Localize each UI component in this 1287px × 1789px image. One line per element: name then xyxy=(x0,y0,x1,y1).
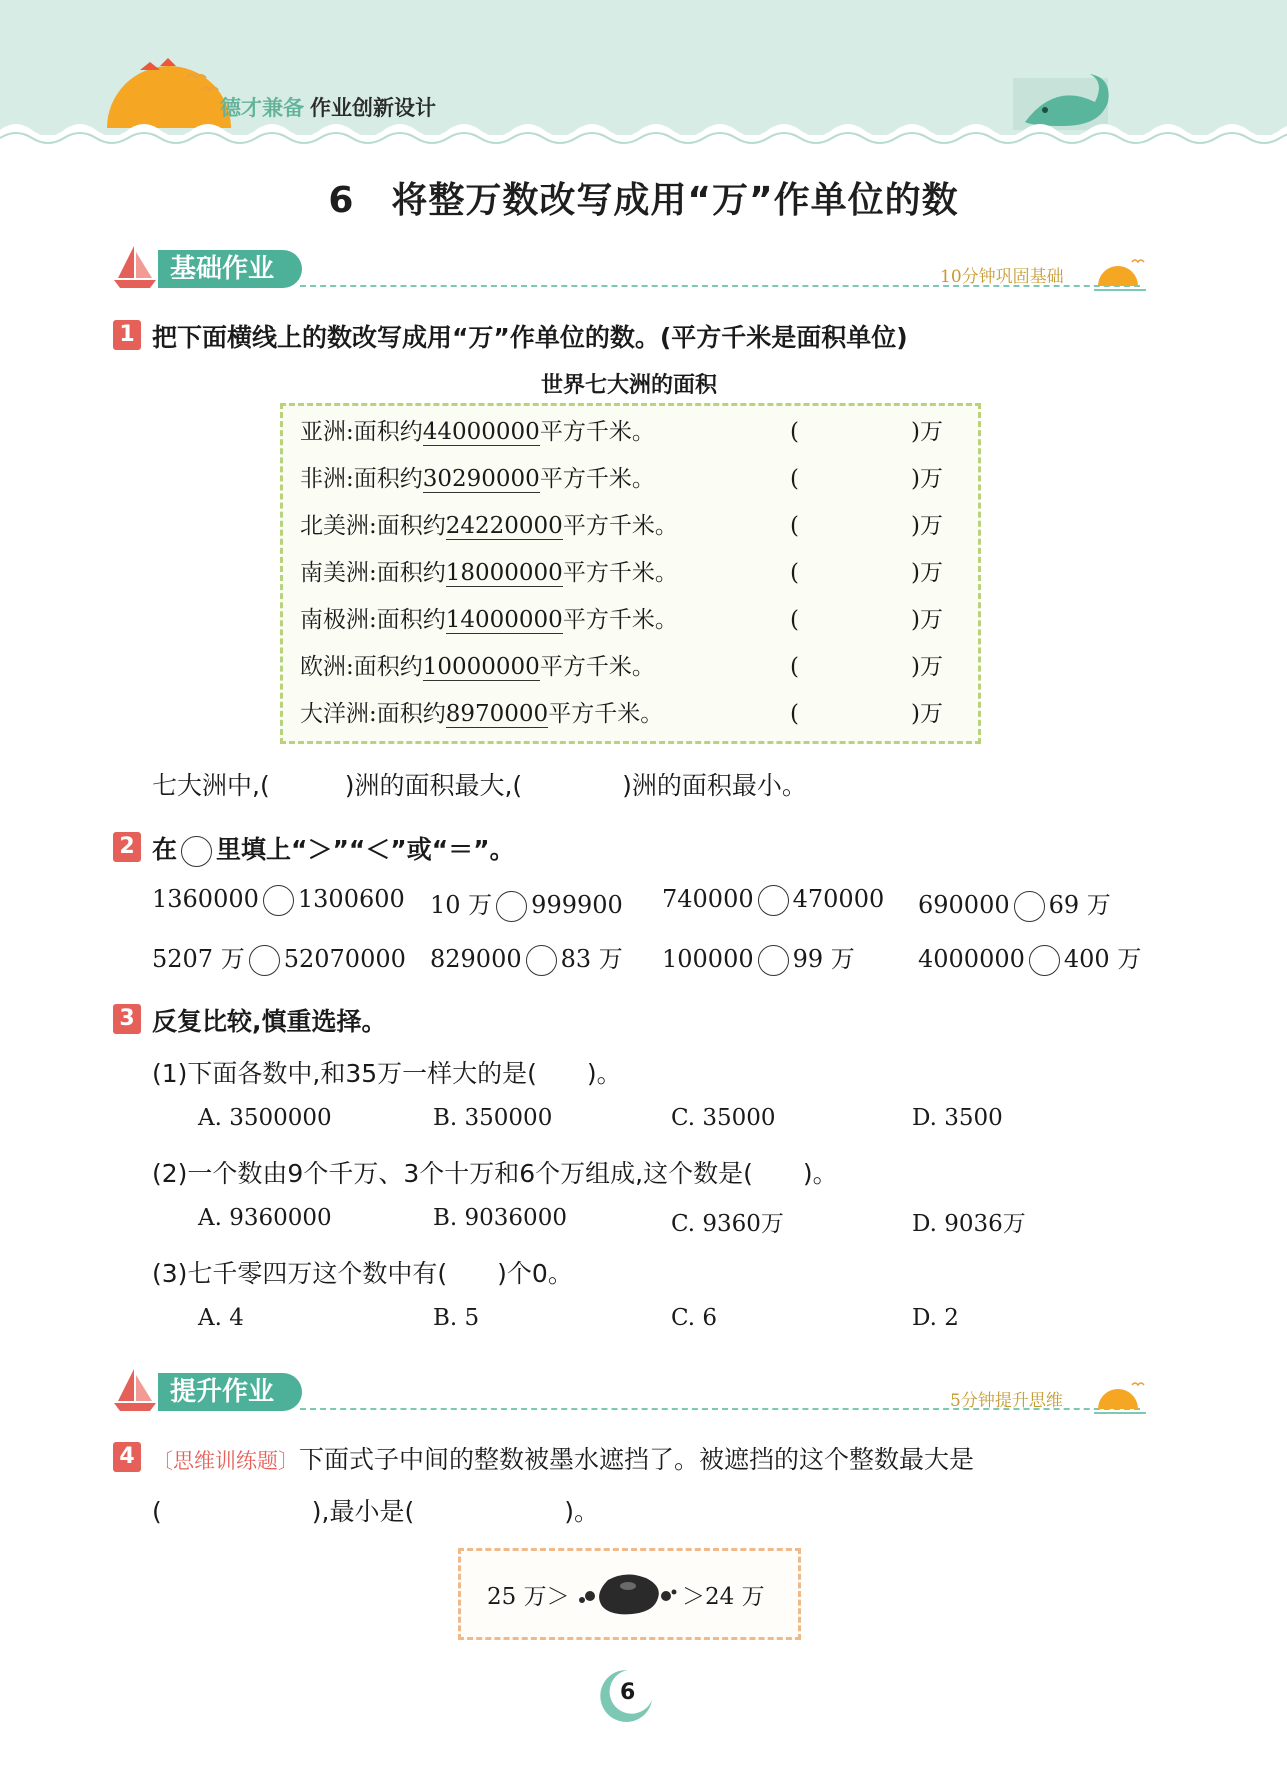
table-row xyxy=(300,554,678,587)
sun-icon xyxy=(107,58,231,128)
compare-item: 5207 万 52070000 xyxy=(152,939,406,976)
continent-name: 非洲 xyxy=(300,466,346,492)
compare-item: 4000000 400 万 xyxy=(918,939,1141,976)
compare-blank[interactable] xyxy=(263,885,294,916)
row-label: :面积约 xyxy=(369,513,446,539)
option-b[interactable]: B. 350000 xyxy=(433,1105,553,1131)
question-1-text: 把下面横线上的数改写成用“万”作单位的数。(平方千米是面积单位) xyxy=(152,323,908,352)
ink-blot-icon xyxy=(578,1568,678,1616)
page-title: 6 将整万数改写成用“万”作单位的数 xyxy=(328,180,959,221)
answer-blank[interactable]: ( )万 xyxy=(790,560,943,586)
brand-accent: 德才兼备 xyxy=(220,96,304,120)
continent-name: 北美洲 xyxy=(300,513,369,539)
row-label: :面积约 xyxy=(346,654,423,680)
section-label-advanced: 提升作业 xyxy=(158,1373,302,1411)
option-b[interactable]: B. 9036000 xyxy=(433,1205,567,1231)
option-a[interactable]: A. 3500000 xyxy=(198,1105,332,1131)
compare-item: 690000 69 万 xyxy=(918,885,1111,922)
section-label-basic: 基础作业 xyxy=(158,250,302,288)
compare-blank[interactable] xyxy=(526,945,557,976)
question-number: 2 xyxy=(113,832,141,862)
row-label: :面积约 xyxy=(369,560,446,586)
table-row xyxy=(300,648,655,681)
table-row xyxy=(300,507,678,540)
answer-blank[interactable]: ( )万 xyxy=(790,701,943,727)
sun-icon xyxy=(1092,1379,1148,1419)
row-label: :面积约 xyxy=(369,701,446,727)
option-c[interactable]: C. 9360万 xyxy=(671,1211,784,1237)
row-unit: 平方千米。 xyxy=(539,466,655,492)
answer-blank[interactable]: ( )万 xyxy=(790,466,943,492)
compare-item: 829000 83 万 xyxy=(430,939,623,976)
section-note-advanced: 5分钟提升思维 xyxy=(950,1391,1063,1411)
q3-sub-stem: (1)下面各数中,和35万一样大的是( )。 xyxy=(152,1059,622,1088)
area-value: 44000000 xyxy=(422,419,540,445)
area-value: 18000000 xyxy=(445,560,563,586)
thinking-tag: 〔思维训练题〕 xyxy=(152,1449,299,1473)
compare-blank[interactable] xyxy=(1014,891,1045,922)
option-d[interactable]: D. 3500 xyxy=(912,1105,1003,1131)
compare-blank[interactable] xyxy=(496,891,527,922)
question-number: 3 xyxy=(113,1004,141,1034)
row-unit: 平方千米。 xyxy=(562,607,678,633)
area-value: 24220000 xyxy=(445,513,563,539)
q3-sub-stem: (3)七千零四万这个数中有( )个0。 xyxy=(152,1259,573,1288)
option-c[interactable]: C. 6 xyxy=(671,1305,718,1331)
compare-item: 740000 470000 xyxy=(662,885,884,916)
sailboat-icon xyxy=(112,1367,158,1413)
option-b[interactable]: B. 5 xyxy=(433,1305,480,1331)
continent-name: 亚洲 xyxy=(300,419,346,445)
compare-item: 100000 99 万 xyxy=(662,939,855,976)
compare-blank[interactable] xyxy=(1029,945,1060,976)
sun-icon xyxy=(1092,256,1148,296)
page-number: 6 xyxy=(620,1680,636,1705)
continent-name: 南极洲 xyxy=(300,607,369,633)
row-label: :面积约 xyxy=(369,607,446,633)
table-row xyxy=(300,601,678,634)
row-unit: 平方千米。 xyxy=(539,419,655,445)
question-number: 4 xyxy=(113,1442,141,1472)
area-value: 14000000 xyxy=(445,607,563,633)
continent-name: 大洋洲 xyxy=(300,701,369,727)
area-value: 10000000 xyxy=(422,654,540,680)
brand-main: 作业创新设计 xyxy=(310,96,436,120)
table-row xyxy=(300,460,655,493)
table-row xyxy=(300,413,655,446)
area-value: 30290000 xyxy=(422,466,540,492)
option-d[interactable]: D. 2 xyxy=(912,1305,959,1331)
compare-blank[interactable] xyxy=(758,945,789,976)
area-value: 8970000 xyxy=(445,701,549,727)
compare-item: 1360000 1300600 xyxy=(152,885,405,916)
continent-name: 南美洲 xyxy=(300,560,369,586)
compare-item: 10 万 999900 xyxy=(430,885,623,922)
option-a[interactable]: A. 4 xyxy=(198,1305,244,1331)
header-decoration xyxy=(0,0,1287,160)
compare-blank[interactable] xyxy=(249,945,280,976)
equation-left: 25 万＞ xyxy=(487,1584,570,1610)
answer-blank[interactable]: ( )万 xyxy=(790,607,943,633)
section-note-basic: 10分钟巩固基础 xyxy=(940,267,1064,287)
option-a[interactable]: A. 9360000 xyxy=(198,1205,332,1231)
row-label: :面积约 xyxy=(346,419,423,445)
compare-blank[interactable] xyxy=(758,885,789,916)
answer-blank[interactable]: ( )万 xyxy=(790,654,943,680)
row-label: :面积约 xyxy=(346,466,423,492)
question-number: 1 xyxy=(113,320,141,350)
q1-summary: 七大洲中,( )洲的面积最大,( )洲的面积最小。 xyxy=(152,771,807,800)
question-3-text: 反复比较,慎重选择。 xyxy=(152,1007,387,1036)
whale-icon xyxy=(1013,74,1109,130)
answer-blank[interactable]: ( )万 xyxy=(790,419,943,445)
table-row xyxy=(300,695,663,728)
equation-right: ＞24 万 xyxy=(682,1584,765,1610)
row-unit: 平方千米。 xyxy=(562,513,678,539)
question-2-text: 在 里填上“＞”“＜”或“＝”。 xyxy=(152,830,515,867)
brand xyxy=(220,92,436,122)
compare-circle-icon xyxy=(181,836,212,867)
question-4-blanks: ( ),最小是( )。 xyxy=(152,1497,599,1526)
row-unit: 平方千米。 xyxy=(548,701,664,727)
option-c[interactable]: C. 35000 xyxy=(671,1105,776,1131)
table-title: 世界七大洲的面积 xyxy=(540,373,717,398)
answer-blank[interactable]: ( )万 xyxy=(790,513,943,539)
q3-sub-stem: (2)一个数由9个千万、3个十万和6个万组成,这个数是( )。 xyxy=(152,1159,838,1188)
continent-name: 欧洲 xyxy=(300,654,346,680)
row-unit: 平方千米。 xyxy=(562,560,678,586)
row-unit: 平方千米。 xyxy=(539,654,655,680)
option-d[interactable]: D. 9036万 xyxy=(912,1211,1026,1237)
question-4-text: 〔思维训练题〕下面式子中间的整数被墨水遮挡了。被遮挡的这个整数最大是 xyxy=(152,1445,975,1474)
sailboat-icon xyxy=(112,244,158,290)
